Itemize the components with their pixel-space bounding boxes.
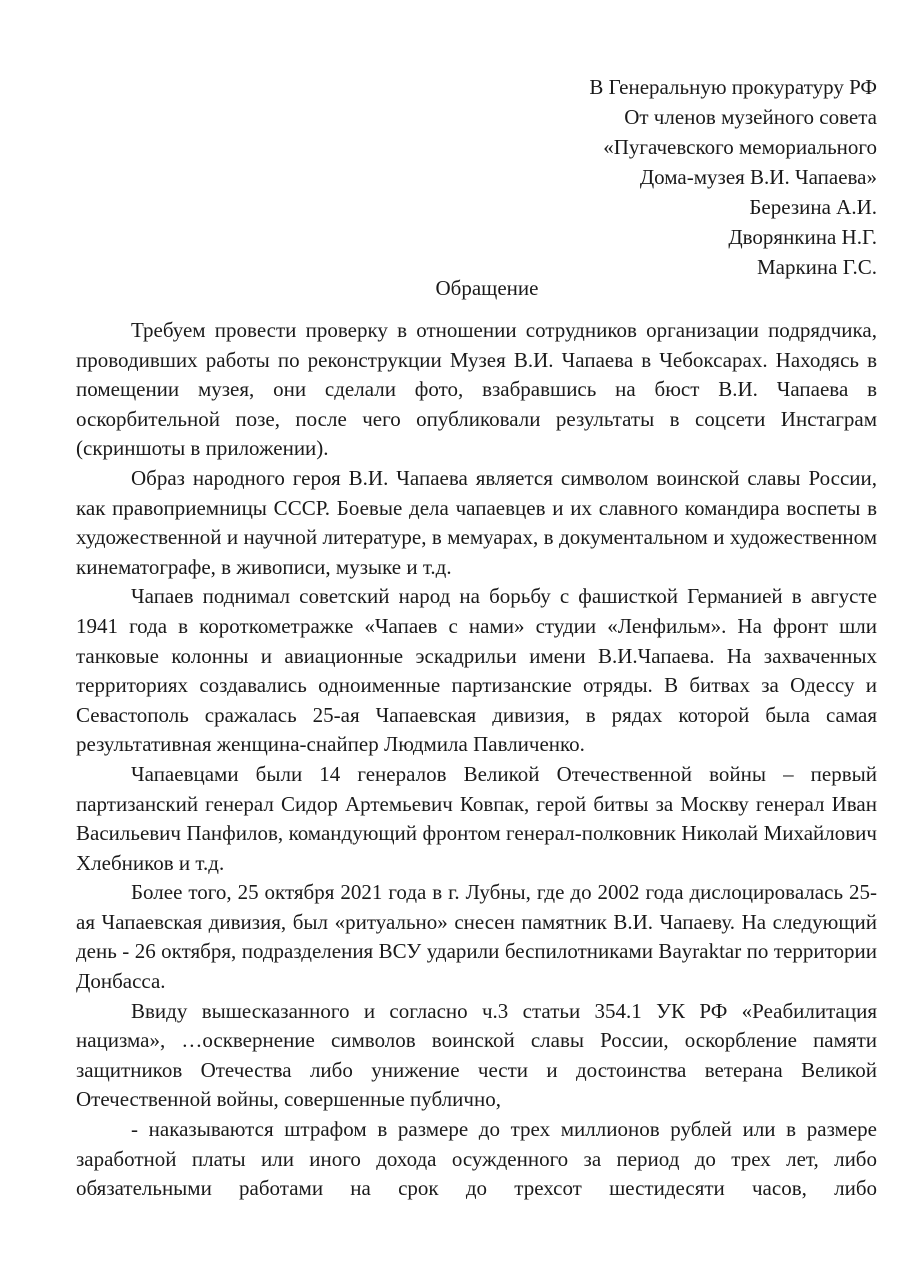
addressee-line: Маркина Г.С. (756, 255, 877, 279)
addressee-line: «Пугачевского мемориального (603, 135, 877, 159)
body-paragraph: Требуем провести проверку в отношении сотрудников организации подрядчика, проводивших работы по реконструкции Музея В.И. Чапаева в Чебоксарах. Находясь в помещении музея, они сделали фото, взабравшись на бюст В.И. Чапаева в оскорбительной позе, после чего опубликовали результаты в соцсети Инстаграм (скриншоты в приложении). (76, 318, 877, 461)
body-paragraph: Чапаевцами были 14 генералов Великой Отечественной войны – первый партизанский генерал Сидор Артемьевич Ковпак, герой битвы за Москву генерал Иван Васильевич Панфилов, командующий фронтом генерал-полковник Николай Михайлович Хлебников и т.д. (76, 761, 877, 875)
body-paragraph: Ввиду вышесказанного и согласно ч.3 статьи 354.1 УК РФ «Реабилитация нацизма», …осквернение символов воинской славы России, оскорбление памяти защитников Отечества либо унижение чести и достоинства ветерана Великой Отечественной войны, совершенные публично, (76, 998, 877, 1112)
body-paragraph: Чапаев поднимал советский народ на борьбу с фашисткой Германией в августе 1941 года в короткометражке «Чапаев с нами» студии «Ленфильм». На фронт шли танковые колонны и авиационные эскадрильи имени В.И.Чапаева. На захваченных территориях создавались одноименные партизанские отряды. В битвах за Одессу и Севастополь сражалась 25-ая Чапаевская дивизия, в рядах которой была самая результативная женщина-снайпер Людмила Павличенко. (76, 584, 877, 757)
addressee-line: В Генеральную прокуратуру РФ (589, 75, 877, 99)
addressee-line: От членов музейного совета (624, 105, 877, 129)
addressee-line: Дворянкина Н.Г. (728, 225, 877, 249)
addressee-line: Березина А.И. (749, 195, 877, 219)
document-body (76, 316, 877, 1204)
addressee-line: Дома-музея В.И. Чапаева» (639, 165, 877, 189)
document-title: Обращение (435, 276, 539, 300)
body-paragraph: Более того, 25 октября 2021 года в г. Лубны, где до 2002 года дислоцировалась 25-ая Чапаевская дивизия, был «ритуально» снесен памятник В.И. Чапаеву. На следующий день - 26 октября, подразделения ВСУ ударили беспилотниками Bayraktar по территории Донбасса. (76, 880, 877, 994)
body-paragraph: - наказываются штрафом в размере до трех миллионов рублей или в размере заработной платы или иного дохода осужденного за период до трех лет, либо обязательными работами на срок до трехсот шестидесяти часов, либо (76, 1117, 877, 1201)
addressee-block (377, 72, 877, 282)
body-paragraph: Образ народного героя В.И. Чапаева является символом воинской славы России, как правоприемницы СССР. Боевые дела чапаевцев и их славного командира воспеты в художественной и научной литературе, в мемуарах, в документальном и художественном кинематографе, в живописи, музыке и т.д. (76, 465, 877, 579)
